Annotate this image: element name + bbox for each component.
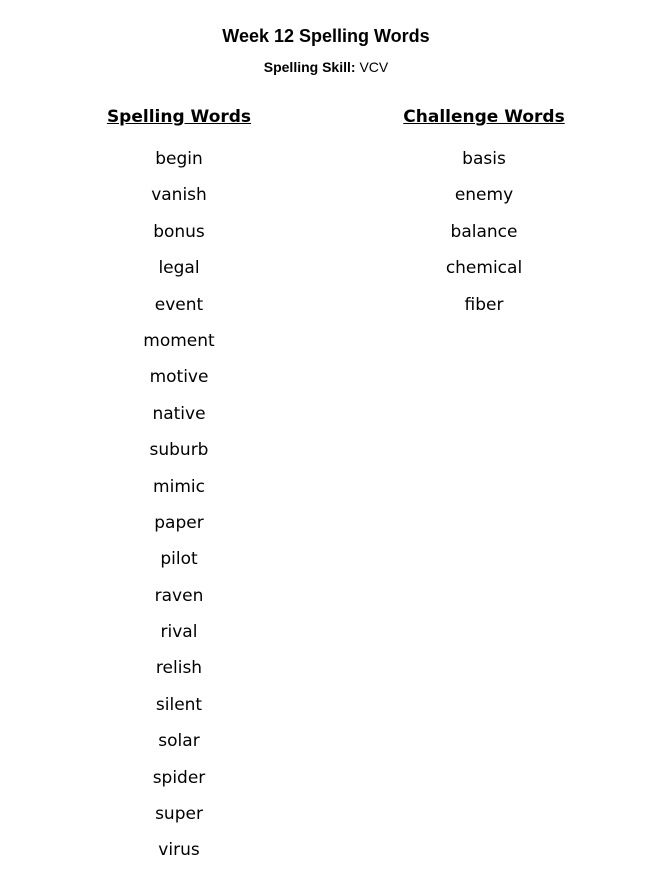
challenge-words-list bbox=[364, 141, 604, 323]
spelling-words-list bbox=[59, 141, 299, 869]
spelling-words-column bbox=[59, 105, 299, 869]
spelling-word: suburb bbox=[149, 440, 209, 461]
spelling-word: spider bbox=[152, 767, 206, 788]
spelling-words-header: Spelling Words bbox=[106, 107, 252, 127]
spelling-word: silent bbox=[155, 694, 203, 715]
challenge-words-column bbox=[364, 105, 604, 323]
challenge-word: basis bbox=[462, 149, 506, 169]
spelling-word: event bbox=[154, 294, 204, 315]
spelling-skill-value: VCV bbox=[359, 59, 389, 75]
spelling-word: legal bbox=[158, 258, 200, 279]
challenge-word: enemy bbox=[454, 185, 514, 206]
challenge-word: fiber bbox=[464, 294, 504, 315]
page-title: Week 12 Spelling Words bbox=[222, 26, 430, 46]
spelling-word: pilot bbox=[160, 549, 198, 570]
challenge-word: chemical bbox=[445, 258, 523, 279]
spelling-word: raven bbox=[154, 585, 204, 606]
spelling-word: virus bbox=[158, 840, 200, 861]
spelling-skill-label: Spelling Skill: bbox=[263, 59, 356, 75]
spelling-word: super bbox=[155, 804, 203, 825]
challenge-words-header: Challenge Words bbox=[403, 107, 565, 127]
spelling-word: vanish bbox=[151, 185, 207, 206]
spelling-word: relish bbox=[155, 658, 203, 679]
spelling-word: begin bbox=[155, 149, 203, 169]
spelling-word: moment bbox=[143, 330, 215, 351]
spelling-word: paper bbox=[154, 512, 204, 533]
spelling-skill-line bbox=[0, 58, 652, 76]
spelling-word: bonus bbox=[153, 221, 205, 242]
spelling-word: native bbox=[152, 403, 206, 424]
spelling-word: mimic bbox=[153, 476, 205, 497]
spelling-word: solar bbox=[158, 731, 200, 752]
challenge-word: balance bbox=[450, 221, 518, 242]
spelling-word: motive bbox=[149, 367, 209, 388]
spelling-word: rival bbox=[160, 622, 198, 643]
